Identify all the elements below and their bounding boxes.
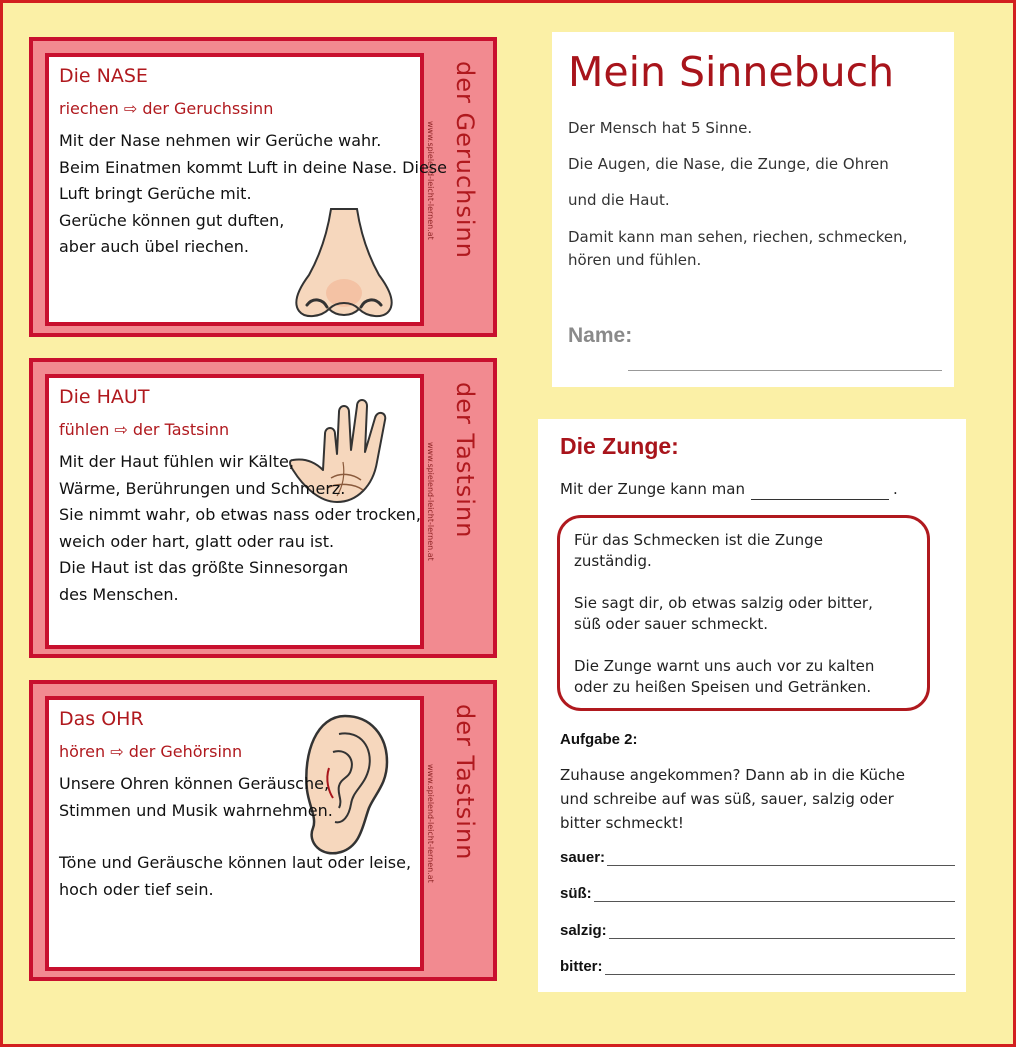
card-line: Unsere Ohren können Geräusche,	[59, 774, 330, 793]
card-nase	[29, 37, 497, 337]
card-side-label: der Tastsinn	[451, 382, 479, 539]
card-line	[59, 824, 410, 850]
zunge-title: Die Zunge:	[560, 433, 679, 459]
card-line: Die Haut ist das größte Sinnesorgan	[59, 558, 349, 577]
sinnebuch-text: Der Mensch hat 5 Sinne.	[568, 119, 753, 137]
page-title: Mein Sinnebuch	[568, 48, 895, 96]
card-line: Mit der Nase nehmen wir Gerüche wahr.	[59, 131, 382, 150]
card-url: www.spielend-leicht-lernen.at	[426, 442, 435, 561]
card-line: Beim Einatmen kommt Luft in deine Nase. Diese	[59, 157, 447, 177]
card-line: hoch oder tief sein.	[59, 879, 214, 899]
box-line: Für das Schmecken ist die Zunge	[574, 531, 823, 549]
card-side-label: der Geruchsinn	[451, 61, 479, 259]
card-line: Stimmen und Musik wahrnehmen.	[59, 800, 333, 820]
card-line: Wärme, Berührungen und Schmerz.	[59, 478, 346, 498]
card-line: des Menschen.	[59, 584, 179, 604]
aufgabe-line: Zuhause angekommen? Dann ab in die Küche	[560, 766, 905, 784]
card-haut-inner	[45, 374, 424, 649]
answer-label: süß:	[560, 885, 592, 902]
answer-row-suess	[560, 885, 955, 902]
answer-label: salzig:	[560, 922, 607, 939]
card-url: www.spielend-leicht-lernen.at	[426, 764, 435, 883]
zunge-intro-end: .	[892, 480, 898, 498]
card-haut	[29, 358, 497, 658]
card-text	[59, 771, 410, 903]
card-sense: fühlen ⇨ der Tastsinn	[59, 420, 230, 439]
zunge-intro-text: Mit der Zunge kann man	[560, 480, 745, 498]
answer-label: sauer:	[560, 849, 606, 866]
answer-row-sauer	[560, 849, 955, 866]
zunge-intro	[560, 479, 898, 500]
box-line: zuständig.	[574, 552, 652, 570]
answer-line[interactable]	[609, 924, 955, 939]
card-sense: riechen ⇨ der Geruchssinn	[59, 99, 274, 118]
box-line	[574, 635, 913, 656]
answer-line[interactable]	[607, 851, 955, 866]
card-line: Gerüche können gut duften,	[59, 210, 285, 230]
card-side-label: der Tastsinn	[451, 704, 479, 861]
answer-row-salzig	[560, 922, 955, 939]
aufgabe-line: und schreibe auf was süß, sauer, salzig oder	[560, 790, 894, 808]
card-line: Töne und Geräusche können laut oder leise,	[59, 853, 412, 872]
aufgabe-line: bitter schmeckt!	[560, 814, 684, 832]
box-line	[574, 572, 913, 593]
card-line: Sie nimmt wahr, ob etwas nass oder trocken,	[59, 505, 421, 524]
card-url: www.spielend-leicht-lernen.at	[426, 121, 435, 240]
aufgabe-title: Aufgabe 2:	[560, 731, 638, 748]
sinnebuch-text: Damit kann man sehen, riechen, schmecken,	[568, 228, 908, 246]
card-line: weich oder hart, glatt oder rau ist.	[59, 531, 335, 551]
sinnebuch-text: hören und fühlen.	[568, 251, 702, 269]
sinnebuch-panel	[552, 32, 954, 387]
zunge-info-box	[557, 515, 930, 711]
card-title: Die NASE	[59, 65, 148, 87]
card-text	[59, 449, 421, 608]
card-title: Die HAUT	[59, 386, 150, 408]
name-label: Name:	[568, 324, 633, 347]
box-line: Sie sagt dir, ob etwas salzig oder bitter,	[574, 594, 873, 612]
aufgabe-text	[560, 763, 905, 835]
card-title: Das OHR	[59, 708, 144, 730]
box-line: süß oder sauer schmeckt.	[574, 615, 769, 633]
answer-line[interactable]	[594, 887, 955, 902]
card-ohr	[29, 680, 497, 981]
sinnebuch-text: Die Augen, die Nase, die Zunge, die Ohren	[568, 155, 889, 173]
zunge-panel	[538, 419, 966, 992]
zunge-intro-blank[interactable]	[751, 486, 889, 500]
answer-label: bitter:	[560, 958, 603, 975]
name-line[interactable]	[628, 370, 942, 371]
card-line: aber auch übel riechen.	[59, 237, 249, 256]
answer-line[interactable]	[605, 960, 956, 975]
card-line: Luft bringt Gerüche mit.	[59, 184, 252, 203]
answer-row-bitter	[560, 958, 955, 975]
card-line: Mit der Haut fühlen wir Kälte,	[59, 452, 294, 471]
card-sense: hören ⇨ der Gehörsinn	[59, 742, 243, 761]
card-ohr-inner	[45, 696, 424, 971]
box-line: oder zu heißen Speisen und Getränken.	[574, 678, 872, 696]
box-line: Die Zunge warnt uns auch vor zu kalten	[574, 657, 875, 675]
sinnebuch-text: und die Haut.	[568, 191, 670, 209]
